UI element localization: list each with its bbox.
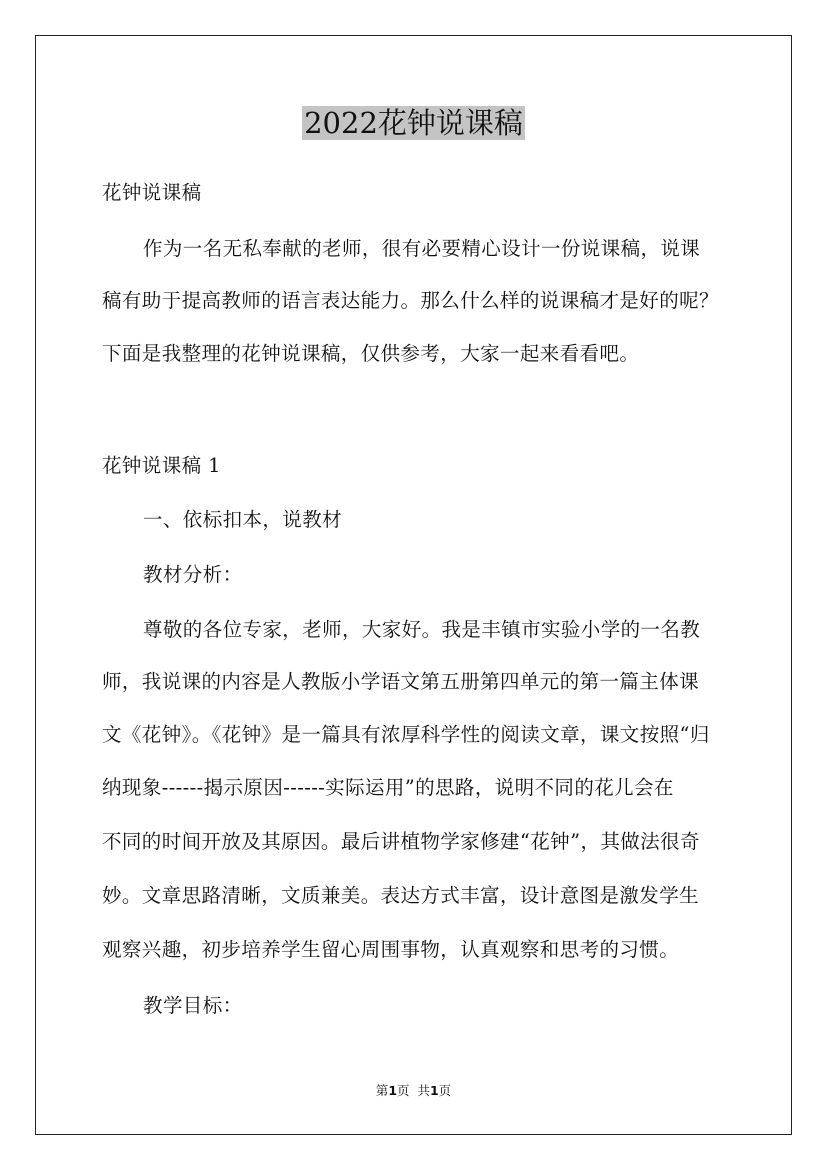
- body-line-7: 观察兴趣，初步培养学生留心周围事物，认真观察和思考的习惯。: [102, 938, 680, 961]
- document-subtitle: 花钟说课稿: [102, 181, 202, 204]
- page-footer: [0, 1082, 827, 1100]
- footer-prefix: 第: [375, 1083, 389, 1098]
- part-heading: 一、依标扣本，说教材: [143, 508, 343, 531]
- footer-page-total: 1: [429, 1083, 439, 1098]
- title-text: 2022花钟说课稿: [304, 106, 523, 140]
- intro-line-2: 稿有助于提高教师的语言表达能力。那么什么样的说课稿才是好的呢？: [102, 289, 719, 312]
- body-line-2: 师，我说课的内容是人教版小学语文第五册第四单元的第一篇主体课: [102, 670, 700, 693]
- footer-page-number: 1: [388, 1083, 398, 1098]
- section-heading: 花钟说课稿 1: [102, 454, 221, 477]
- analysis-label: 教材分析：: [143, 563, 243, 586]
- intro-line-3: 下面是我整理的花钟说课稿，仅供参考，大家一起来看看吧。: [102, 342, 640, 365]
- body-line-3: 文《花钟》。《花钟》是一篇具有浓厚科学性的阅读文章，课文按照“归: [102, 723, 710, 746]
- body-line-6: 妙。文章思路清晰，文质兼美。表达方式丰富，设计意图是激发学生: [102, 884, 700, 907]
- footer-suffix: 页: [438, 1083, 452, 1098]
- body-line-4: 纳现象------揭示原因------实际运用”的思路，说明不同的花儿会在: [102, 776, 674, 799]
- intro-line-1: 作为一名无私奉献的老师，很有必要精心设计一份说课稿，说课: [143, 237, 701, 260]
- body-line-1: 尊敬的各位专家，老师，大家好。我是丰镇市实验小学的一名教: [143, 618, 701, 641]
- document-title: [0, 101, 827, 145]
- goals-label: 教学目标：: [143, 994, 243, 1017]
- body-line-5: 不同的时间开放及其原因。最后讲植物学家修建“花钟”，其做法很奇: [102, 830, 700, 853]
- footer-mid: 页 共: [397, 1083, 430, 1098]
